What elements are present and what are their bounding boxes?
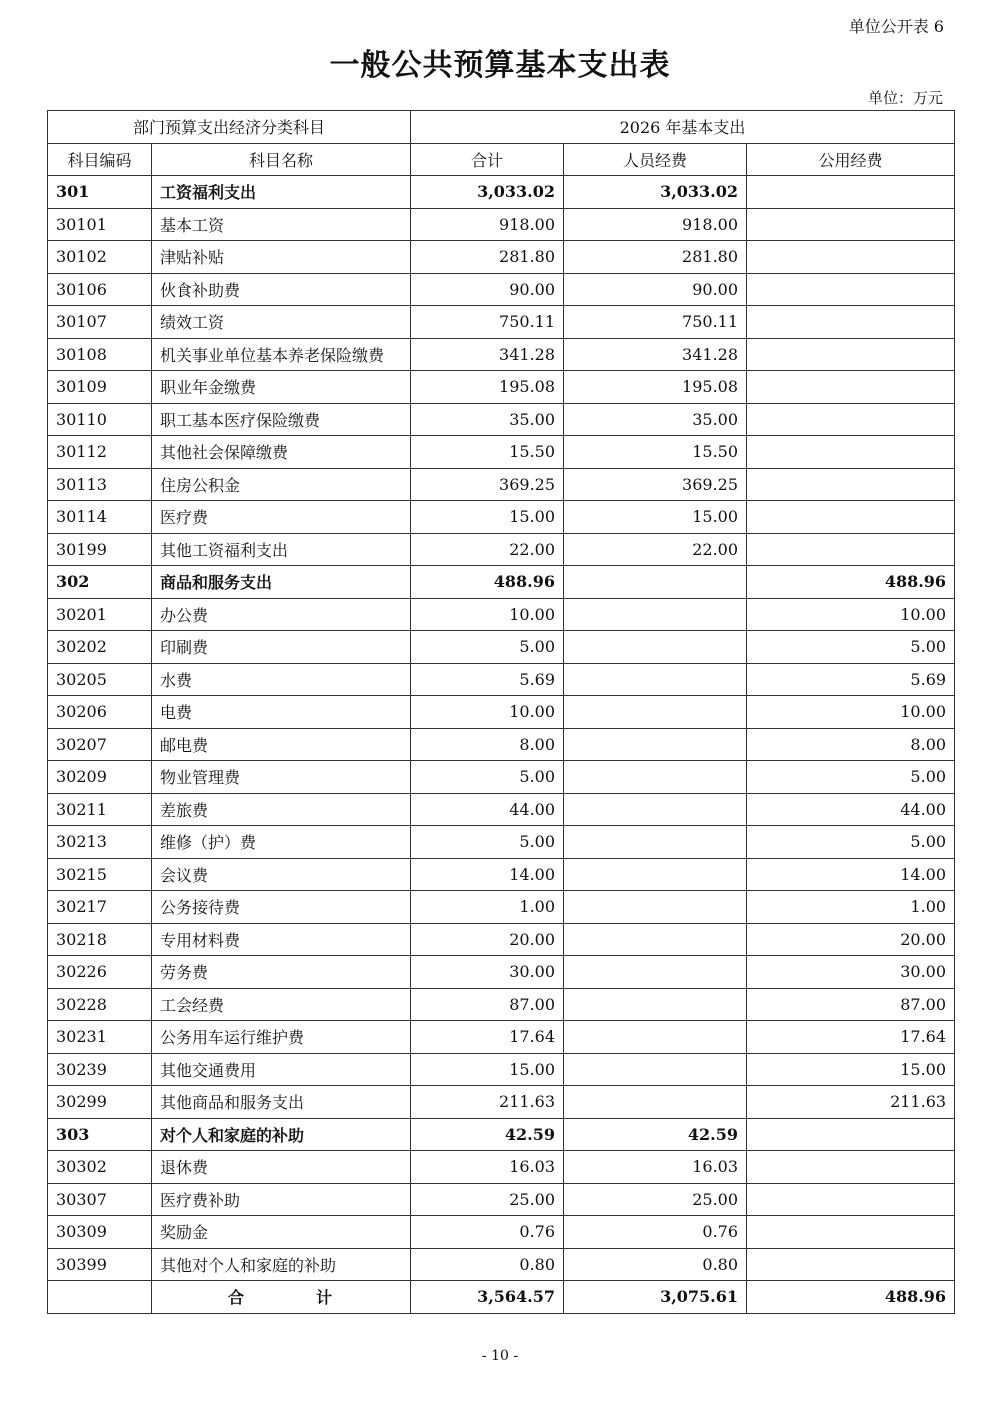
row-code: 30202 bbox=[48, 631, 152, 664]
row-code: 30199 bbox=[48, 533, 152, 566]
row-code: 30218 bbox=[48, 923, 152, 956]
table-row bbox=[48, 566, 955, 599]
row-public bbox=[747, 533, 955, 566]
total-row-personnel: 3,075.61 bbox=[564, 1281, 747, 1314]
table-row bbox=[48, 176, 955, 209]
row-personnel: 15.50 bbox=[564, 436, 747, 469]
row-code: 30231 bbox=[48, 1021, 152, 1054]
table-row bbox=[48, 598, 955, 631]
row-code: 30108 bbox=[48, 338, 152, 371]
row-code: 30106 bbox=[48, 273, 152, 306]
table-row bbox=[48, 208, 955, 241]
table-row bbox=[48, 338, 955, 371]
row-public: 14.00 bbox=[747, 858, 955, 891]
row-code: 303 bbox=[48, 1118, 152, 1151]
row-personnel bbox=[564, 793, 747, 826]
unit-label: 单位：万元 bbox=[867, 89, 943, 107]
table-row bbox=[48, 403, 955, 436]
row-total: 15.00 bbox=[411, 1053, 564, 1086]
row-name: 其他商品和服务支出 bbox=[152, 1086, 411, 1119]
row-personnel bbox=[564, 1021, 747, 1054]
row-total: 30.00 bbox=[411, 956, 564, 989]
row-name: 办公费 bbox=[152, 598, 411, 631]
row-total: 3,033.02 bbox=[411, 176, 564, 209]
total-label-right: 计 bbox=[316, 1288, 335, 1308]
row-public: 20.00 bbox=[747, 923, 955, 956]
row-name: 绩效工资 bbox=[152, 306, 411, 339]
row-code: 30309 bbox=[48, 1216, 152, 1249]
row-name: 医疗费补助 bbox=[152, 1183, 411, 1216]
row-code: 30307 bbox=[48, 1183, 152, 1216]
table-row bbox=[48, 1118, 955, 1151]
table-row bbox=[48, 826, 955, 859]
row-code: 30302 bbox=[48, 1151, 152, 1184]
row-personnel bbox=[564, 956, 747, 989]
row-total: 44.00 bbox=[411, 793, 564, 826]
table-row bbox=[48, 793, 955, 826]
row-name: 津贴补贴 bbox=[152, 241, 411, 274]
table-row bbox=[48, 1248, 955, 1281]
row-code: 30101 bbox=[48, 208, 152, 241]
table-row bbox=[48, 1216, 955, 1249]
row-personnel: 750.11 bbox=[564, 306, 747, 339]
row-personnel: 25.00 bbox=[564, 1183, 747, 1216]
row-personnel bbox=[564, 598, 747, 631]
table-row bbox=[48, 306, 955, 339]
row-total: 1.00 bbox=[411, 891, 564, 924]
page-number: - 10 - bbox=[481, 1348, 519, 1364]
row-personnel: 195.08 bbox=[564, 371, 747, 404]
row-code: 30228 bbox=[48, 988, 152, 1021]
col-header-code: 科目编码 bbox=[48, 143, 152, 176]
row-personnel: 0.80 bbox=[564, 1248, 747, 1281]
total-row-code bbox=[48, 1281, 152, 1314]
row-public: 44.00 bbox=[747, 793, 955, 826]
row-personnel: 281.80 bbox=[564, 241, 747, 274]
row-public bbox=[747, 1216, 955, 1249]
row-personnel: 341.28 bbox=[564, 338, 747, 371]
row-total: 488.96 bbox=[411, 566, 564, 599]
row-code: 30211 bbox=[48, 793, 152, 826]
total-label bbox=[152, 1281, 411, 1314]
row-public: 8.00 bbox=[747, 728, 955, 761]
row-code: 30399 bbox=[48, 1248, 152, 1281]
budget-table bbox=[47, 110, 955, 1314]
table-row bbox=[48, 436, 955, 469]
row-name: 其他社会保障缴费 bbox=[152, 436, 411, 469]
table-row bbox=[48, 1183, 955, 1216]
table-row bbox=[48, 923, 955, 956]
row-total: 5.69 bbox=[411, 663, 564, 696]
row-personnel bbox=[564, 631, 747, 664]
row-name: 会议费 bbox=[152, 858, 411, 891]
row-personnel: 15.00 bbox=[564, 501, 747, 534]
table-row bbox=[48, 988, 955, 1021]
row-name: 公务用车运行维护费 bbox=[152, 1021, 411, 1054]
row-code: 30206 bbox=[48, 696, 152, 729]
column-header-row bbox=[48, 143, 955, 176]
row-personnel: 22.00 bbox=[564, 533, 747, 566]
row-personnel bbox=[564, 696, 747, 729]
table-row bbox=[48, 761, 955, 794]
group-header-row bbox=[48, 111, 955, 144]
row-public: 1.00 bbox=[747, 891, 955, 924]
row-public: 15.00 bbox=[747, 1053, 955, 1086]
row-total: 16.03 bbox=[411, 1151, 564, 1184]
row-code: 30209 bbox=[48, 761, 152, 794]
row-total: 90.00 bbox=[411, 273, 564, 306]
form-number: 单位公开表 6 bbox=[848, 17, 944, 36]
row-code: 30207 bbox=[48, 728, 152, 761]
row-code: 302 bbox=[48, 566, 152, 599]
row-personnel: 35.00 bbox=[564, 403, 747, 436]
group-header-classification: 部门预算支出经济分类科目 bbox=[48, 111, 411, 144]
row-personnel: 42.59 bbox=[564, 1118, 747, 1151]
row-public: 211.63 bbox=[747, 1086, 955, 1119]
row-name: 机关事业单位基本养老保险缴费 bbox=[152, 338, 411, 371]
row-code: 30114 bbox=[48, 501, 152, 534]
row-code: 30112 bbox=[48, 436, 152, 469]
row-personnel bbox=[564, 1086, 747, 1119]
row-name: 奖励金 bbox=[152, 1216, 411, 1249]
row-total: 0.80 bbox=[411, 1248, 564, 1281]
page-title: 一般公共预算基本支出表 bbox=[329, 48, 671, 83]
row-public: 488.96 bbox=[747, 566, 955, 599]
row-name: 工会经费 bbox=[152, 988, 411, 1021]
table-row bbox=[48, 891, 955, 924]
row-personnel: 369.25 bbox=[564, 468, 747, 501]
row-public: 5.69 bbox=[747, 663, 955, 696]
row-name: 伙食补助费 bbox=[152, 273, 411, 306]
row-total: 22.00 bbox=[411, 533, 564, 566]
table-row bbox=[48, 858, 955, 891]
row-name: 其他工资福利支出 bbox=[152, 533, 411, 566]
row-public bbox=[747, 306, 955, 339]
row-total: 195.08 bbox=[411, 371, 564, 404]
table-row bbox=[48, 468, 955, 501]
row-name: 电费 bbox=[152, 696, 411, 729]
table-row bbox=[48, 1151, 955, 1184]
row-name: 退休费 bbox=[152, 1151, 411, 1184]
table-row bbox=[48, 273, 955, 306]
table-row bbox=[48, 533, 955, 566]
row-code: 30217 bbox=[48, 891, 152, 924]
row-personnel bbox=[564, 826, 747, 859]
row-public: 10.00 bbox=[747, 696, 955, 729]
row-code: 30201 bbox=[48, 598, 152, 631]
row-total: 750.11 bbox=[411, 306, 564, 339]
row-personnel: 16.03 bbox=[564, 1151, 747, 1184]
table-row bbox=[48, 1053, 955, 1086]
row-total: 42.59 bbox=[411, 1118, 564, 1151]
row-total: 25.00 bbox=[411, 1183, 564, 1216]
row-personnel: 3,033.02 bbox=[564, 176, 747, 209]
row-total: 10.00 bbox=[411, 696, 564, 729]
table-row bbox=[48, 1086, 955, 1119]
row-personnel bbox=[564, 923, 747, 956]
row-public: 30.00 bbox=[747, 956, 955, 989]
table-row bbox=[48, 728, 955, 761]
table-row bbox=[48, 631, 955, 664]
row-public: 87.00 bbox=[747, 988, 955, 1021]
row-public: 10.00 bbox=[747, 598, 955, 631]
table-row bbox=[48, 956, 955, 989]
row-public bbox=[747, 501, 955, 534]
row-name: 基本工资 bbox=[152, 208, 411, 241]
row-public bbox=[747, 468, 955, 501]
total-row-public: 488.96 bbox=[747, 1281, 955, 1314]
row-personnel bbox=[564, 728, 747, 761]
row-personnel bbox=[564, 988, 747, 1021]
row-name: 住房公积金 bbox=[152, 468, 411, 501]
row-name: 印刷费 bbox=[152, 631, 411, 664]
row-code: 30215 bbox=[48, 858, 152, 891]
row-public bbox=[747, 273, 955, 306]
row-total: 0.76 bbox=[411, 1216, 564, 1249]
row-name: 水费 bbox=[152, 663, 411, 696]
row-total: 281.80 bbox=[411, 241, 564, 274]
table-row bbox=[48, 501, 955, 534]
row-code: 30113 bbox=[48, 468, 152, 501]
row-name: 物业管理费 bbox=[152, 761, 411, 794]
row-total: 369.25 bbox=[411, 468, 564, 501]
row-public bbox=[747, 371, 955, 404]
row-total: 15.50 bbox=[411, 436, 564, 469]
row-code: 301 bbox=[48, 176, 152, 209]
row-public bbox=[747, 1248, 955, 1281]
row-total: 5.00 bbox=[411, 761, 564, 794]
total-row-total: 3,564.57 bbox=[411, 1281, 564, 1314]
row-total: 918.00 bbox=[411, 208, 564, 241]
row-total: 35.00 bbox=[411, 403, 564, 436]
table-row bbox=[48, 241, 955, 274]
row-code: 30107 bbox=[48, 306, 152, 339]
row-total: 87.00 bbox=[411, 988, 564, 1021]
row-public bbox=[747, 403, 955, 436]
row-name: 医疗费 bbox=[152, 501, 411, 534]
row-name: 邮电费 bbox=[152, 728, 411, 761]
row-code: 30213 bbox=[48, 826, 152, 859]
row-name: 专用材料费 bbox=[152, 923, 411, 956]
row-code: 30226 bbox=[48, 956, 152, 989]
row-public: 5.00 bbox=[747, 761, 955, 794]
row-personnel bbox=[564, 858, 747, 891]
row-name: 对个人和家庭的补助 bbox=[152, 1118, 411, 1151]
row-personnel bbox=[564, 566, 747, 599]
row-personnel: 90.00 bbox=[564, 273, 747, 306]
row-code: 30299 bbox=[48, 1086, 152, 1119]
row-name: 劳务费 bbox=[152, 956, 411, 989]
row-total: 5.00 bbox=[411, 631, 564, 664]
total-label-left: 合 bbox=[227, 1288, 246, 1308]
row-name: 职工基本医疗保险缴费 bbox=[152, 403, 411, 436]
row-code: 30102 bbox=[48, 241, 152, 274]
row-public bbox=[747, 176, 955, 209]
col-header-personnel: 人员经费 bbox=[564, 143, 747, 176]
row-total: 14.00 bbox=[411, 858, 564, 891]
row-code: 30109 bbox=[48, 371, 152, 404]
col-header-total: 合计 bbox=[411, 143, 564, 176]
row-personnel: 918.00 bbox=[564, 208, 747, 241]
row-name: 维修（护）费 bbox=[152, 826, 411, 859]
row-public bbox=[747, 208, 955, 241]
row-code: 30239 bbox=[48, 1053, 152, 1086]
group-header-basic-expenditure: 2026 年基本支出 bbox=[411, 111, 955, 144]
col-header-name: 科目名称 bbox=[152, 143, 411, 176]
row-name: 职业年金缴费 bbox=[152, 371, 411, 404]
row-code: 30205 bbox=[48, 663, 152, 696]
row-code: 30110 bbox=[48, 403, 152, 436]
row-public bbox=[747, 1118, 955, 1151]
row-personnel bbox=[564, 1053, 747, 1086]
row-total: 8.00 bbox=[411, 728, 564, 761]
row-public: 5.00 bbox=[747, 631, 955, 664]
row-total: 10.00 bbox=[411, 598, 564, 631]
col-header-public: 公用经费 bbox=[747, 143, 955, 176]
row-public bbox=[747, 436, 955, 469]
table-row bbox=[48, 1021, 955, 1054]
row-total: 17.64 bbox=[411, 1021, 564, 1054]
row-public bbox=[747, 1183, 955, 1216]
row-total: 5.00 bbox=[411, 826, 564, 859]
row-personnel bbox=[564, 663, 747, 696]
row-personnel bbox=[564, 891, 747, 924]
row-public bbox=[747, 241, 955, 274]
row-name: 商品和服务支出 bbox=[152, 566, 411, 599]
row-public bbox=[747, 338, 955, 371]
row-total: 341.28 bbox=[411, 338, 564, 371]
row-name: 其他交通费用 bbox=[152, 1053, 411, 1086]
row-name: 差旅费 bbox=[152, 793, 411, 826]
table-row bbox=[48, 696, 955, 729]
row-total: 20.00 bbox=[411, 923, 564, 956]
row-public bbox=[747, 1151, 955, 1184]
table-row bbox=[48, 371, 955, 404]
total-row bbox=[48, 1281, 955, 1314]
row-name: 工资福利支出 bbox=[152, 176, 411, 209]
table-body bbox=[48, 176, 955, 1281]
row-public: 17.64 bbox=[747, 1021, 955, 1054]
row-total: 15.00 bbox=[411, 501, 564, 534]
row-public: 5.00 bbox=[747, 826, 955, 859]
row-personnel bbox=[564, 761, 747, 794]
row-personnel: 0.76 bbox=[564, 1216, 747, 1249]
row-name: 其他对个人和家庭的补助 bbox=[152, 1248, 411, 1281]
row-total: 211.63 bbox=[411, 1086, 564, 1119]
table-row bbox=[48, 663, 955, 696]
row-name: 公务接待费 bbox=[152, 891, 411, 924]
